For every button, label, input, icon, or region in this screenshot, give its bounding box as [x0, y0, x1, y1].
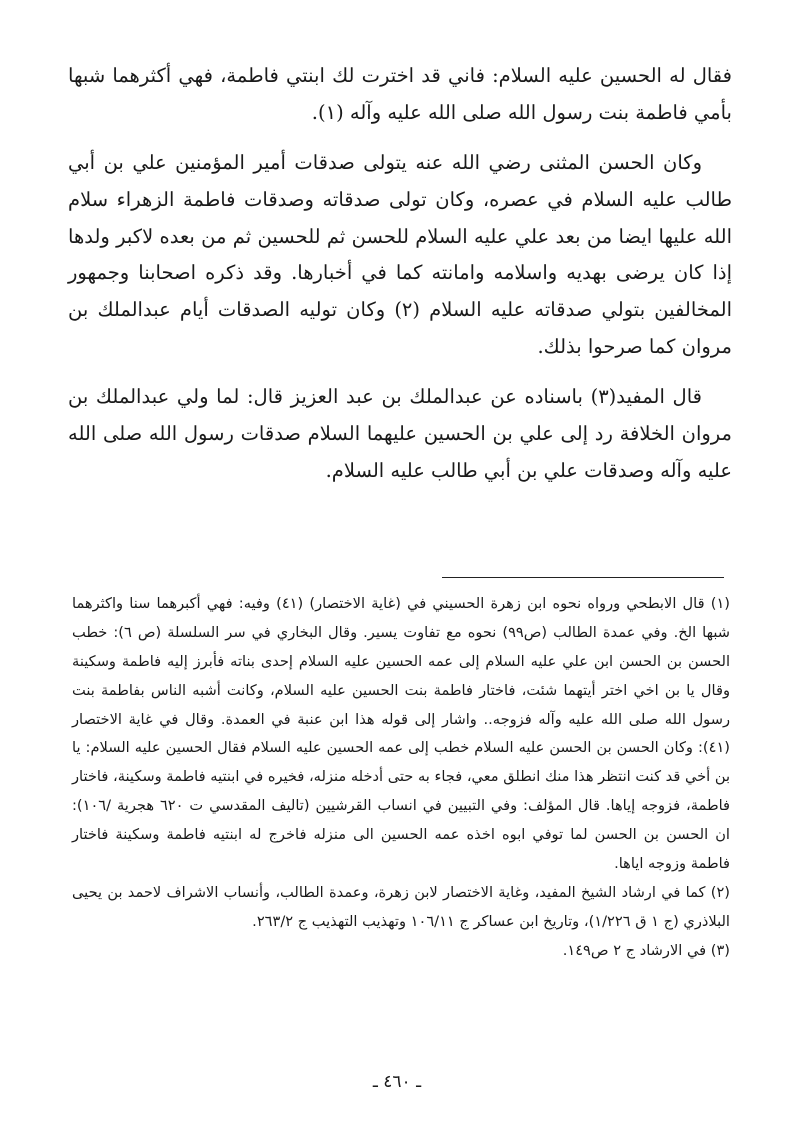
footnote-3: (٣) في الارشاد ج ٢ ص١٤٩.	[562, 941, 730, 959]
footnotes	[72, 590, 730, 966]
paragraph-1: فقال له الحسين عليه السلام: فاني قد اخترت لك ابنتي فاطمة، فهي أكثرهما شبها بأمي فاطمة بنت رسول الله صلى الله عليه وآله (١).	[68, 64, 732, 124]
footnote-2: (٢) كما في ارشاد الشيخ المفيد، وغاية الاختصار لابن زهرة، وعمدة الطالب، وأنساب الاشراف لاحمد بن يحيى البلاذري (ج ١ ق ١/٢٢٦)، وتاريخ ابن عساكر ج ١٠٦/١١ وتهذيب التهذيب ج ٢٦٣/٢.	[72, 883, 730, 930]
main-text	[68, 58, 732, 503]
paragraph-2: وكان الحسن المثنى رضي الله عنه يتولى صدقات أمير المؤمنين علي بن أبي طالب عليه السلام في عصره، وكان تولى صدقاته وصدقات فاطمة الزهراء سلام الله عليها ايضا من بعد علي عليه السلام للحسن ثم للحسين ثم من بعده لاكبر ولدها إذا كان يرضى بهديه واسلامه وامانته كما في أخبارها. وقد ذكره اصحابنا وجمهور المخالفين بتولي صدقاته عليه السلام (٢) وكان توليه الصدقات أيام عبدالملك بن مروان كما صرحوا بذلك.	[68, 151, 732, 358]
page-number: ـ ٤٦٠ ـ	[372, 1072, 422, 1092]
paragraph-3: قال المفيد(٣) باسناده عن عبدالملك بن عبد العزيز قال: لما ولي عبدالملك بن مروان الخلافة رد إلى علي بن الحسين عليهما السلام صدقات رسول الله صلى الله عليه وآله وصدقات علي بن أبي طالب عليه السلام.	[68, 385, 732, 482]
footnote-1: (١) قال الابطحي ورواه نحوه ابن زهرة الحسيني في (غاية الاختصار) (٤١) وفيه: فهي أكبرهما سنا واكثرهما شبها الخ. وفي عمدة الطالب (ص٩٩) نحوه مع تفاوت يسير. وقال البخاري في سر السلسلة (ص ٦): خطب الحسن بن الحسن ابن علي عليه السلام إلى عمه الحسين عليه السلام إحدى بناته فأبرز إليه فاطمة وسكينة وقال يا بن اخي اختر أيتهما شئت، فاختار فاطمة بنت الحسين عليه السلام، وكانت أشبه الناس بفاطمة بنت رسول الله صلى الله عليه وآله فزوجه.. واشار إلى قوله هذا ابن عنبة في العمدة. وقال في غاية الاختصار (٤١): وكان الحسن بن الحسن عليه السلام خطب إلى عمه الحسين عليه السلام فقال الحسين عليه السلام: يا بن أخي قد كنت انتظر هذا منك انطلق معي، فجاء به حتى أدخله منزله، فخيره في ابنتيه فاطمة وسكينة، فاختار فاطمة، فزوجه إياها. قال المؤلف: وفي التبيين في انساب القرشيين (تاليف المقدسي ت ٦٢٠ هجرية /١٠٦): ان الحسن بن الحسن لما توفي ابوه اخذه عمه الحسين الى منزله فاخرج له ابنتيه فاطمة وسكينة فاختار فاطمة وزوجه اياها.	[72, 595, 731, 873]
footnote-separator	[442, 577, 724, 578]
